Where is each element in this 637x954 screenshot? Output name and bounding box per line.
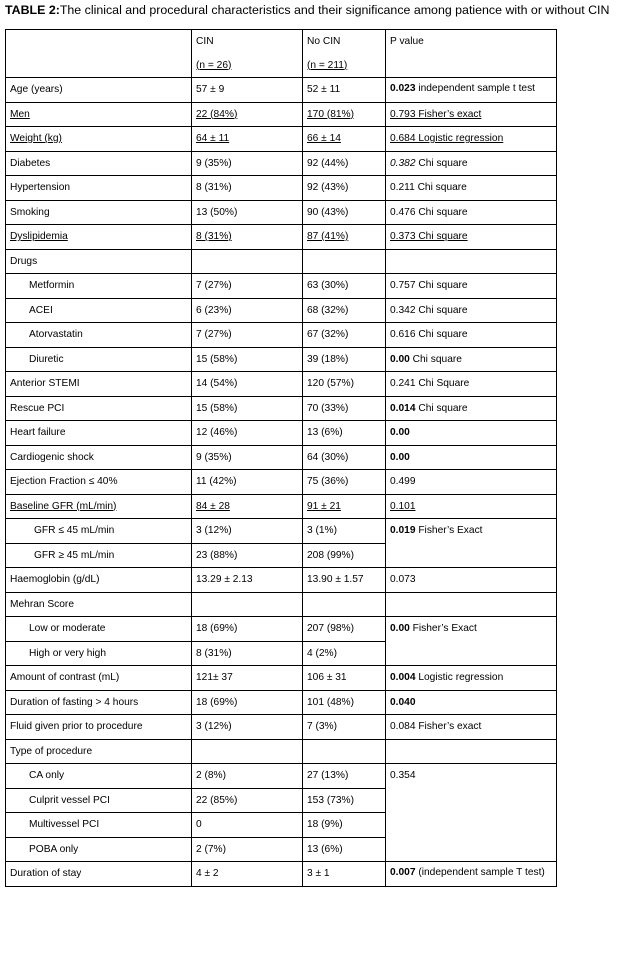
nocin-value: 7 (3%) bbox=[303, 715, 386, 740]
row-label: Diuretic bbox=[6, 347, 192, 372]
nocin-value: 75 (36%) bbox=[303, 470, 386, 495]
cin-value: 2 (7%) bbox=[192, 837, 303, 862]
row-label: Weight (kg) bbox=[6, 127, 192, 152]
p-value bbox=[386, 739, 557, 764]
p-value-number: 0.014 bbox=[390, 402, 416, 414]
header-cin bbox=[192, 30, 303, 78]
table-row-ca-only bbox=[6, 764, 557, 789]
header-cin-n: (n = 26) bbox=[196, 59, 232, 71]
row-label: Low or moderate bbox=[6, 617, 192, 642]
p-value-number: 0.004 bbox=[390, 672, 416, 683]
table-row-fasting bbox=[6, 690, 557, 715]
nocin-value: 153 (73%) bbox=[303, 788, 386, 813]
cin-value: 4 ± 2 bbox=[192, 862, 303, 887]
p-value-test: Logistic regression bbox=[415, 672, 504, 683]
table-row-cardiogenic-shock bbox=[6, 445, 557, 470]
cin-value: 64 ± 11 bbox=[192, 127, 303, 152]
row-label: Type of procedure bbox=[6, 739, 192, 764]
nocin-value: 68 (32%) bbox=[303, 298, 386, 323]
p-value: 0.476 Chi square bbox=[386, 200, 557, 225]
table-row-metformin bbox=[6, 274, 557, 299]
cin-value: 22 (85%) bbox=[192, 788, 303, 813]
cin-value: 84 ± 28 bbox=[192, 494, 303, 519]
cin-value: 15 (58%) bbox=[192, 347, 303, 372]
nocin-value: 87 (41%) bbox=[303, 225, 386, 250]
p-value-test: Fisher’s Exact bbox=[415, 525, 483, 536]
cin-value: 11 (42%) bbox=[192, 470, 303, 495]
row-label: Multivessel PCI bbox=[6, 813, 192, 838]
cin-value: 15 (58%) bbox=[192, 396, 303, 421]
row-label: Hypertension bbox=[6, 176, 192, 201]
header-cin-label: CIN bbox=[196, 36, 214, 47]
row-label: Duration of fasting > 4 hours bbox=[6, 690, 192, 715]
row-label: Rescue PCI bbox=[6, 396, 192, 421]
nocin-value: 18 (9%) bbox=[303, 813, 386, 838]
row-label: Atorvastatin bbox=[6, 323, 192, 348]
characteristics-table bbox=[5, 29, 557, 887]
p-value: 0.084 Fisher’s exact bbox=[386, 715, 557, 740]
nocin-value: 101 (48%) bbox=[303, 690, 386, 715]
p-value: 0.354 bbox=[386, 764, 557, 862]
table-row-procedure-type bbox=[6, 739, 557, 764]
nocin-value: 3 ± 1 bbox=[303, 862, 386, 887]
table-row-stay bbox=[6, 862, 557, 887]
p-value: 0.499 bbox=[386, 470, 557, 495]
p-value bbox=[386, 347, 557, 372]
nocin-value: 66 ± 14 bbox=[303, 127, 386, 152]
p-value: 0.793 Fisher’s exact bbox=[386, 102, 557, 127]
cin-value: 14 (54%) bbox=[192, 372, 303, 397]
nocin-value: 13.90 ± 1.57 bbox=[303, 568, 386, 593]
nocin-value: 92 (43%) bbox=[303, 176, 386, 201]
table-row-drugs bbox=[6, 249, 557, 274]
table-row-heart-failure bbox=[6, 421, 557, 446]
row-label: GFR ≤ 45 mL/min bbox=[6, 519, 192, 544]
p-value: 0.373 Chi square bbox=[386, 225, 557, 250]
header-nocin-n: (n = 211) bbox=[307, 59, 348, 71]
row-label: Culprit vessel PCI bbox=[6, 788, 192, 813]
nocin-value: 70 (33%) bbox=[303, 396, 386, 421]
table-row-atorvastatin bbox=[6, 323, 557, 348]
row-label: Age (years) bbox=[6, 78, 192, 103]
p-value-test: Chi square bbox=[415, 157, 468, 169]
table-row-low-moderate bbox=[6, 617, 557, 642]
p-value: 0.342 Chi square bbox=[386, 298, 557, 323]
table-row-contrast bbox=[6, 666, 557, 691]
row-label: Baseline GFR (mL/min) bbox=[6, 494, 192, 519]
table-row-mehran bbox=[6, 592, 557, 617]
table-row-ejection-fraction bbox=[6, 470, 557, 495]
header-nocin bbox=[303, 30, 386, 78]
cin-value: 3 (12%) bbox=[192, 519, 303, 544]
p-value-test: Fisher’s Exact bbox=[409, 623, 477, 634]
table-row-diabetes bbox=[6, 151, 557, 176]
caption-label: TABLE 2: bbox=[5, 3, 60, 17]
p-value bbox=[386, 78, 557, 103]
cin-value: 6 (23%) bbox=[192, 298, 303, 323]
row-label: CA only bbox=[6, 764, 192, 789]
table-row-men bbox=[6, 102, 557, 127]
p-value: 0.616 Chi square bbox=[386, 323, 557, 348]
table-row-age bbox=[6, 78, 557, 103]
cin-value: 7 (27%) bbox=[192, 323, 303, 348]
nocin-value: 67 (32%) bbox=[303, 323, 386, 348]
p-value: 0.00 bbox=[386, 421, 557, 446]
row-label: Mehran Score bbox=[6, 592, 192, 617]
nocin-value: 52 ± 11 bbox=[303, 78, 386, 103]
cin-value: 8 (31%) bbox=[192, 176, 303, 201]
p-value: 0.684 Logistic regression bbox=[386, 127, 557, 152]
row-label: POBA only bbox=[6, 837, 192, 862]
nocin-value bbox=[303, 739, 386, 764]
row-label: Men bbox=[6, 102, 192, 127]
p-value bbox=[386, 617, 557, 666]
nocin-value: 170 (81%) bbox=[303, 102, 386, 127]
cin-value: 18 (69%) bbox=[192, 617, 303, 642]
cin-value: 13.29 ± 2.13 bbox=[192, 568, 303, 593]
p-value bbox=[386, 249, 557, 274]
table-row-hypertension bbox=[6, 176, 557, 201]
row-label: High or very high bbox=[6, 641, 192, 666]
header-nocin-label: No CIN bbox=[307, 36, 341, 47]
cin-value: 121± 37 bbox=[192, 666, 303, 691]
table-row-smoking bbox=[6, 200, 557, 225]
row-label: GFR ≥ 45 mL/min bbox=[6, 543, 192, 568]
cin-value bbox=[192, 592, 303, 617]
row-label: Cardiogenic shock bbox=[6, 445, 192, 470]
cin-value: 23 (88%) bbox=[192, 543, 303, 568]
cin-value: 9 (35%) bbox=[192, 445, 303, 470]
nocin-value: 207 (98%) bbox=[303, 617, 386, 642]
p-value: 0.00 bbox=[386, 445, 557, 470]
p-value-test: independent sample t test bbox=[415, 83, 535, 94]
table-row-dyslipidemia bbox=[6, 225, 557, 250]
nocin-value: 64 (30%) bbox=[303, 445, 386, 470]
p-value bbox=[386, 862, 557, 887]
table-row-gfr-le45 bbox=[6, 519, 557, 544]
row-label: Dyslipidemia bbox=[6, 225, 192, 250]
p-value: 0.757 Chi square bbox=[386, 274, 557, 299]
cin-value: 2 (8%) bbox=[192, 764, 303, 789]
table-row-rescue-pci bbox=[6, 396, 557, 421]
nocin-value: 39 (18%) bbox=[303, 347, 386, 372]
row-label: ACEI bbox=[6, 298, 192, 323]
p-value-test: Chi square bbox=[409, 353, 462, 365]
p-value bbox=[386, 519, 557, 568]
cin-value: 9 (35%) bbox=[192, 151, 303, 176]
caption-text: The clinical and procedural characteristics and their significance among patience with or without CIN bbox=[59, 3, 610, 17]
nocin-value: 120 (57%) bbox=[303, 372, 386, 397]
header-p-value: P value bbox=[386, 30, 557, 78]
p-value-number: 0.382 bbox=[390, 157, 416, 169]
row-label: Amount of contrast (mL) bbox=[6, 666, 192, 691]
nocin-value: 91 ± 21 bbox=[303, 494, 386, 519]
cin-value: 8 (31%) bbox=[192, 225, 303, 250]
cin-value bbox=[192, 249, 303, 274]
header-empty-cell bbox=[6, 30, 192, 78]
p-value bbox=[386, 666, 557, 691]
nocin-value: 90 (43%) bbox=[303, 200, 386, 225]
p-value-number: 0.019 bbox=[390, 525, 416, 536]
p-value-number: 0.007 bbox=[390, 867, 416, 878]
table-caption bbox=[5, 1, 609, 19]
cin-value: 12 (46%) bbox=[192, 421, 303, 446]
cin-value: 22 (84%) bbox=[192, 102, 303, 127]
row-label: Fluid given prior to procedure bbox=[6, 715, 192, 740]
nocin-value: 3 (1%) bbox=[303, 519, 386, 544]
p-value bbox=[386, 151, 557, 176]
p-value: 0.040 bbox=[386, 690, 557, 715]
cin-value: 18 (69%) bbox=[192, 690, 303, 715]
p-value-number: 0.023 bbox=[390, 83, 416, 94]
p-value: 0.073 bbox=[386, 568, 557, 593]
nocin-value bbox=[303, 592, 386, 617]
row-label: Ejection Fraction ≤ 40% bbox=[6, 470, 192, 495]
table-row-baseline-gfr bbox=[6, 494, 557, 519]
p-value: 0.101 bbox=[386, 494, 557, 519]
p-value: 0.241 Chi Square bbox=[386, 372, 557, 397]
table-row-diuretic bbox=[6, 347, 557, 372]
table-row-anterior-stemi bbox=[6, 372, 557, 397]
table-row-acei bbox=[6, 298, 557, 323]
row-label: Metformin bbox=[6, 274, 192, 299]
nocin-value: 13 (6%) bbox=[303, 421, 386, 446]
cin-value: 8 (31%) bbox=[192, 641, 303, 666]
p-value bbox=[386, 396, 557, 421]
table-row-fluid bbox=[6, 715, 557, 740]
nocin-value: 92 (44%) bbox=[303, 151, 386, 176]
cin-value: 0 bbox=[192, 813, 303, 838]
p-value-test: (independent sample T test) bbox=[415, 867, 545, 878]
table-header-row bbox=[6, 30, 557, 78]
table-row-haemoglobin bbox=[6, 568, 557, 593]
p-value-number: 0.00 bbox=[390, 353, 410, 365]
row-label: Smoking bbox=[6, 200, 192, 225]
row-label: Haemoglobin (g/dL) bbox=[6, 568, 192, 593]
p-value: 0.211 Chi square bbox=[386, 176, 557, 201]
cin-value: 7 (27%) bbox=[192, 274, 303, 299]
cin-value: 57 ± 9 bbox=[192, 78, 303, 103]
table-row-weight bbox=[6, 127, 557, 152]
cin-value: 13 (50%) bbox=[192, 200, 303, 225]
row-label: Diabetes bbox=[6, 151, 192, 176]
cin-value: 3 (12%) bbox=[192, 715, 303, 740]
nocin-value bbox=[303, 249, 386, 274]
p-value-number: 0.00 bbox=[390, 623, 410, 634]
nocin-value: 106 ± 31 bbox=[303, 666, 386, 691]
row-label: Heart failure bbox=[6, 421, 192, 446]
nocin-value: 13 (6%) bbox=[303, 837, 386, 862]
row-label: Drugs bbox=[6, 249, 192, 274]
nocin-value: 4 (2%) bbox=[303, 641, 386, 666]
cin-value bbox=[192, 739, 303, 764]
row-label: Duration of stay bbox=[6, 862, 192, 887]
row-label: Anterior STEMI bbox=[6, 372, 192, 397]
nocin-value: 63 (30%) bbox=[303, 274, 386, 299]
p-value-test: Chi square bbox=[415, 402, 468, 414]
nocin-value: 27 (13%) bbox=[303, 764, 386, 789]
nocin-value: 208 (99%) bbox=[303, 543, 386, 568]
p-value bbox=[386, 592, 557, 617]
